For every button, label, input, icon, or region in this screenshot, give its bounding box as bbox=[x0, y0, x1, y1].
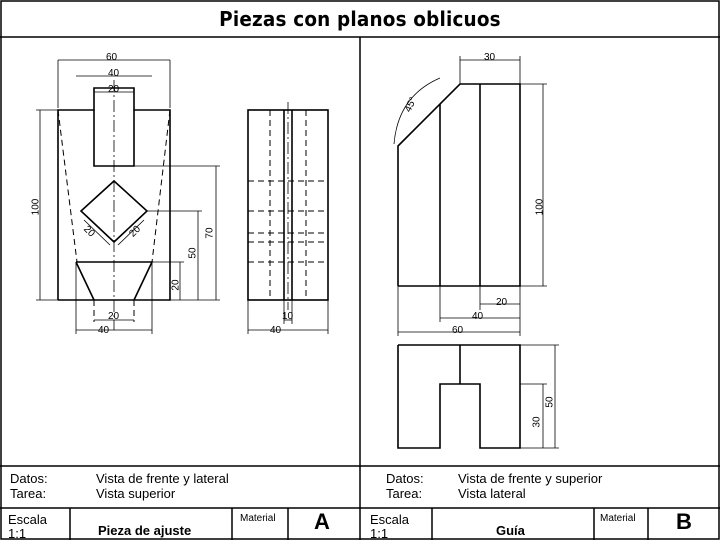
dim-b-50: 50 bbox=[544, 396, 556, 408]
dim-b-45deg: 45° bbox=[402, 95, 420, 114]
dim-b-100: 100 bbox=[534, 198, 546, 216]
dim-b-60: 60 bbox=[452, 325, 464, 336]
dim-b-30-top: 30 bbox=[484, 52, 496, 63]
escala-label-b: Escala bbox=[370, 512, 410, 527]
piece-name-b: Guía bbox=[496, 523, 525, 538]
piece-b-front-view bbox=[398, 84, 520, 286]
datos-value-b: Vista de frente y superior bbox=[458, 471, 603, 486]
tarea-label-a: Tarea: bbox=[10, 486, 47, 501]
dim-a-10: 10 bbox=[282, 311, 294, 322]
page-title: Piezas con planos oblicuos bbox=[219, 7, 501, 31]
datos-label-b: Datos: bbox=[386, 471, 424, 486]
material-label-a: Material bbox=[240, 513, 276, 524]
dim-a-60: 60 bbox=[106, 52, 118, 63]
piece-b-top-view bbox=[398, 345, 520, 448]
escala-value-b: 1:1 bbox=[370, 526, 389, 541]
dim-a-diag-right: 20 bbox=[127, 223, 144, 240]
letter-a: A bbox=[314, 509, 330, 534]
piece-name-a: Pieza de ajuste bbox=[98, 523, 192, 538]
letter-b: B bbox=[676, 509, 692, 534]
datos-value-a: Vista de frente y lateral bbox=[96, 471, 229, 486]
escala-label-a: Escala bbox=[8, 512, 48, 527]
dim-b-40: 40 bbox=[472, 311, 484, 322]
dim-a-40-side: 40 bbox=[270, 325, 282, 336]
tarea-value-b: Vista lateral bbox=[458, 486, 526, 501]
dim-a-40-bottom: 40 bbox=[98, 325, 110, 336]
escala-value-a: 1:1 bbox=[8, 526, 27, 541]
datos-label-a: Datos: bbox=[10, 471, 48, 486]
dim-a-70: 70 bbox=[204, 227, 216, 239]
dim-a-20-top: 20 bbox=[108, 84, 120, 95]
dim-a-20-right: 20 bbox=[170, 279, 182, 291]
tarea-value-a: Vista superior bbox=[96, 486, 176, 501]
dim-b-30-side: 30 bbox=[531, 416, 543, 428]
dim-a-100: 100 bbox=[30, 198, 42, 216]
dim-b-20: 20 bbox=[496, 297, 508, 308]
material-label-b: Material bbox=[600, 513, 636, 524]
dim-a-diag-left: 20 bbox=[81, 223, 97, 240]
dim-a-40-top: 40 bbox=[108, 68, 120, 79]
tarea-label-b: Tarea: bbox=[386, 486, 423, 501]
dim-a-50: 50 bbox=[187, 247, 199, 259]
dim-a-20-bottom: 20 bbox=[108, 311, 120, 322]
